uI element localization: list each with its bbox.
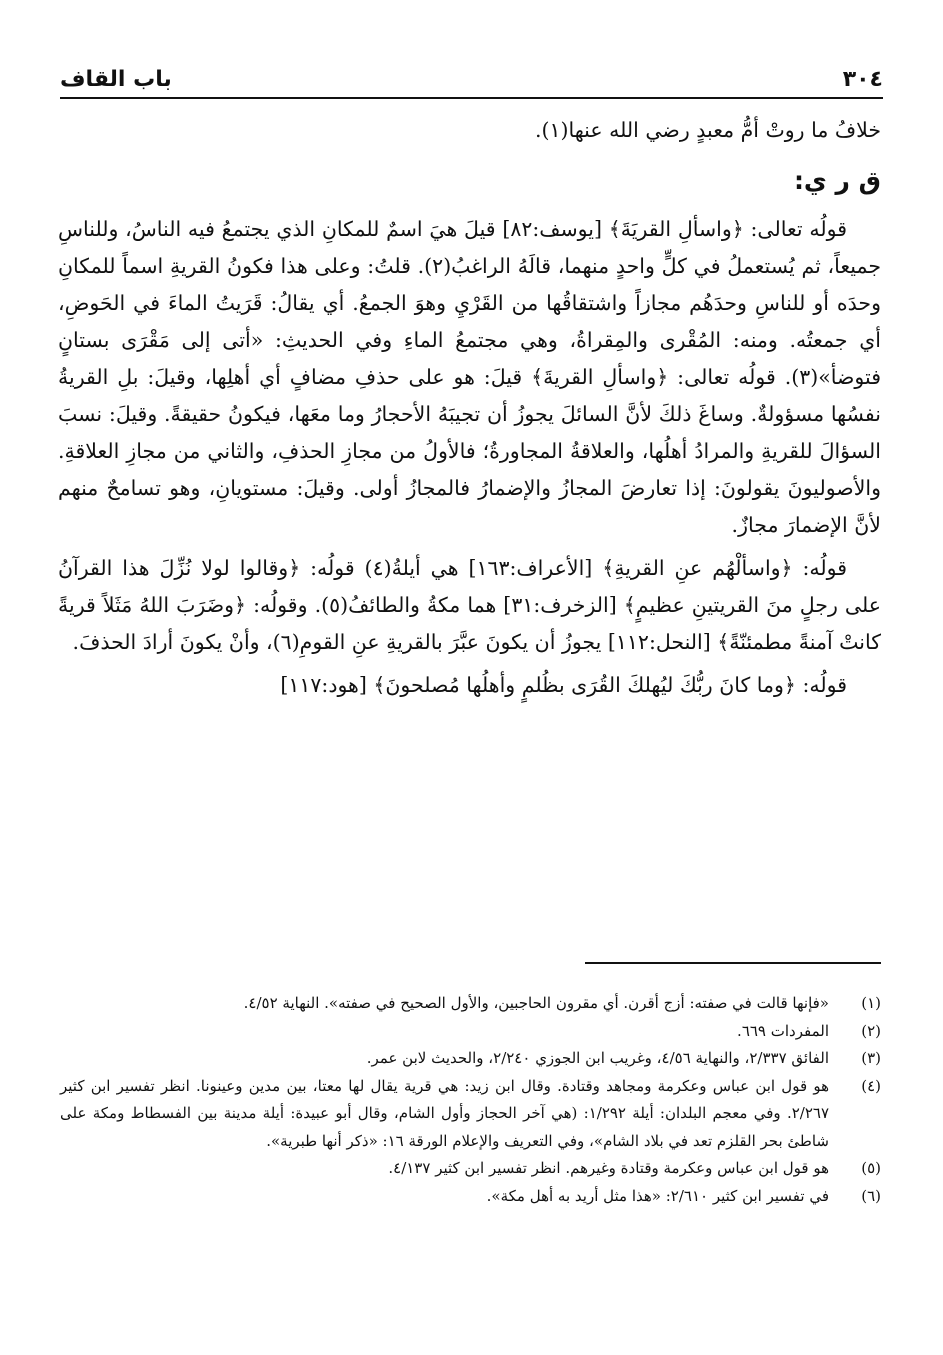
footnote-item <box>60 1045 881 1073</box>
footnote-number: (٣) <box>861 1049 881 1067</box>
footnotes <box>60 990 881 1210</box>
footnote-text: الفائق ٢/٣٣٧، والنهاية ٤/٥٦، وغريب ابن الجوزي ٢/٢٤٠، والحديث لابن عمر. <box>366 1049 829 1067</box>
footnote-number: (٤) <box>861 1076 881 1095</box>
paragraph: قولُه: ﴿وما كانَ ربُّكَ ليُهلكَ القُرَى بظُلمٍ وأهلُها مُصلحونَ﴾ [هود:١١٧] <box>280 673 847 697</box>
intro-line: خلافُ ما روتْ أمُّ معبدٍ رضي الله عنها(١). <box>534 118 881 142</box>
footnote-text: «فإنها قالت في صفته: أزج أقرن. أي مقرون الحاجبين، والأول الصحيح في صفته». النهاية ٤/٥٢. <box>243 994 829 1012</box>
footnote-number: (١) <box>861 994 881 1012</box>
main-text <box>58 112 881 710</box>
footnote-item <box>60 990 881 1018</box>
footnote-item <box>60 1073 881 1156</box>
footnote-item <box>60 1183 881 1211</box>
footnote-text: في تفسير ابن كثير ٢/٦١٠: «هذا مثل أريد به أهل مكة». <box>486 1186 829 1205</box>
footnote-divider <box>585 962 881 964</box>
page-header <box>60 52 883 92</box>
footnote-number: (٢) <box>861 1021 881 1040</box>
section-heading: ق ر ي: <box>793 166 881 195</box>
page-number: ٣٠٤ <box>842 67 883 92</box>
header-divider <box>60 97 883 99</box>
footnote-number: (٦) <box>861 1186 881 1205</box>
paragraph: قولُه: ﴿واسألْهُم عنِ القريةِ﴾ [الأعراف:١٦٣] هي أيلةُ(٤) قولُه: ﴿وقالوا لولا نُزِّلَ هذا القرآنُ على رجلٍ منَ القريتينِ عظيمٍ﴾ [الزخرف:٣١] هما مكةُ والطائفُ(٥). وقولُه: ﴿وضَرَبَ اللهُ مَثَلاً قريةً كانتْ آمنةً مطمئنّةً﴾ [النحل:١١٢] يجوزُ أن يكونَ عبَّرَ بالقريةِ عنِ القومِ(٦)، وأنْ يكونَ أرادَ الحذفَ. <box>58 556 881 654</box>
footnote-text: المفردات ٦٦٩. <box>737 1021 829 1040</box>
footnote-item <box>60 1018 881 1046</box>
footnote-item <box>60 1155 881 1183</box>
chapter-title: باب القاف <box>60 67 172 92</box>
footnote-text: هو قول ابن عباس وعكرمة ومجاهد وقتادة. وقال ابن زيد: هي قرية يقال لها معتا، بين مدين وعينونا. انظر تفسير ابن كثير ٢/٢٦٧. وفي معجم البلدان: أيلة ١/٢٩٢: (هي آخر الحجاز وأول الشام، وقال أبو عبيدة: أيلة مدينة بين الفسطاط ومكة على شاطئ بحر القلزم تعد في بلاد الشام»، وفي التعريف والإعلام الورقة ١٦: «ذكر أنها طبرية». <box>60 1076 830 1150</box>
footnote-text: هو قول ابن عباس وعكرمة وقتادة وغيرهم. انظر تفسير ابن كثير ٤/١٣٧. <box>388 1159 829 1177</box>
footnote-number: (٥) <box>861 1159 881 1177</box>
paragraph: قولُه تعالى: ﴿واسألِ القريَةَ﴾ [يوسف:٨٢] قيلَ هيَ اسمٌ للمكانِ الذي يجتمعُ فيه الناسُ، وللناسِ جميعاً، ثم يُستعملُ في كلٍّ واحدٍ منهما، قالَهُ الراغبُ(٢). قلتُ: وعلى هذا فكونُ القريةِ اسماً للمكانِ وحدَه أو للناسِ وحدَهُم مجازاً واشتقاقُها من القَرْيِ وهوَ الجمعُ. أي يقالُ: قَرَيتُ الماءَ في الحَوضِ، أي جمعتُه. ومنه: المُقْرى والمِقراةُ، وهي مجتمعُ الماءِ وفي الحديثِ: «أتى إلى مَقْرَى بستانٍ فتوضأ»(٣). قولُه تعالى: ﴿واسألِ القريةَ﴾ قيلَ: هو على حذفِ مضافٍ أي أهلِها، وقيلَ: بلِ القريةُ نفسُها مسؤولةٌ. وساغَ ذلكَ لأنَّ السائلَ يجوزُ أن تجيبَهُ الأحجارُ وما معَها، فيكونُ حقيقةً. وقيلَ: نسبَ السؤالَ للقريةِ والمرادُ أهلُها، والعلاقةُ المجاورةُ؛ فالأولُ من مجازِ الحذفِ، والثاني من مجازِ العلاقةِ. والأصوليونَ يقولونَ: إذا تعارضَ المجازُ والإضمارُ فالمجازُ أولى. وقيلَ: مستويانِ، وهو تسامحٌ منهم لأنَّ الإضمارَ مجازٌ. <box>58 217 881 537</box>
